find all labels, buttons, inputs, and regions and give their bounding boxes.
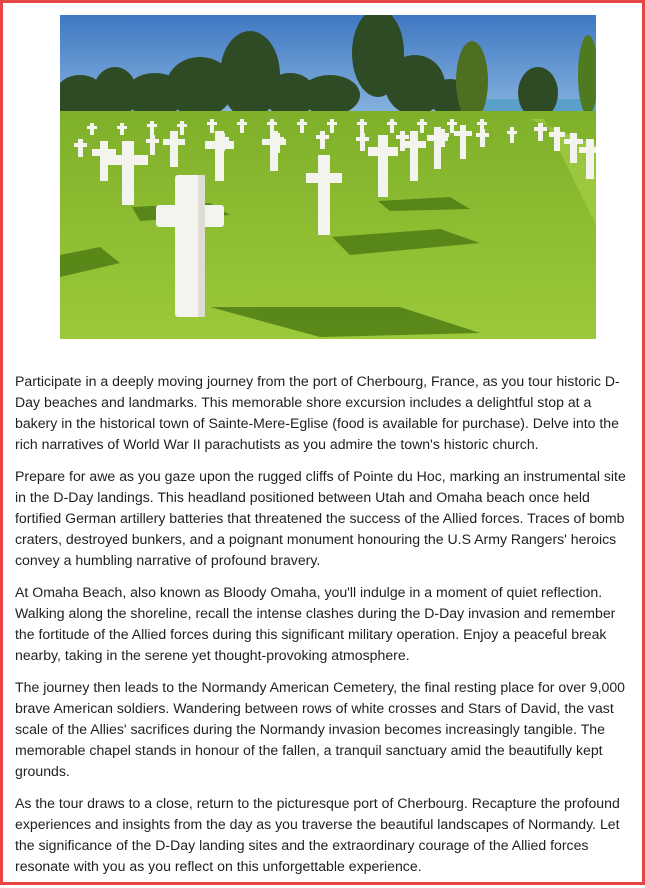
paragraph-american-cemetery: The journey then leads to the Normandy American Cemetery, the final resting place for over 9,000 brave American soldiers. Wandering between rows of white crosses and Stars of David, the vast scale of the Allies' sacrifices during the Normandy invasion becomes increasingly tangible. The memorable chapel stands in honour of the fallen, a tranquil sanctuary amid the beautifully kept grounds. — [15, 679, 626, 779]
paragraph-omaha-beach: At Omaha Beach, also known as Bloody Omaha, you'll indulge in a moment of quiet reflection. Walking along the shoreline, recall the intense clashes during the D-Day invasion and remember the fortitude of the Allied forces during this significant military operation. Enjoy a peaceful break nearby, taking in the serene yet thought-provoking atmosphere. — [15, 584, 616, 663]
cemetery-photo-icon — [60, 15, 596, 339]
paragraph-closing: As the tour draws to a close, return to the picturesque port of Cherbourg. Recapture the profound experiences and insights from the day as you traverse the beautiful landscapes of Normandy. Let the significance of the D-Day landing sites and the extraordinary courage of the Allied forces resonate with you as you reflect on this unforgettable experience. — [15, 795, 620, 874]
paragraph-intro: Participate in a deeply moving journey from the port of Cherbourg, France, as you tour historic D-Day beaches and landmarks. This memorable shore excursion includes a delightful stop at a bakery in the historical town of Sainte-Mere-Eglise (food is available for purchase). Delve into the rich narratives of World War II parachutists as you admire the town's historic church. — [15, 373, 620, 452]
paragraph-pointe-du-hoc: Prepare for awe as you gaze upon the rugged cliffs of Pointe du Hoc, marking an instrumental site in the D-Day landings. This headland positioned between Utah and Omaha beach once held fortified German artillery batteries that threatened the success of the Allied forces. Traces of bomb craters, destroyed bunkers, and a poignant monument honouring the U.S Army Rangers' heroics convey a humbling narrative of profound bravery. — [15, 468, 626, 568]
article-body — [15, 371, 635, 888]
hero-image — [60, 15, 596, 339]
